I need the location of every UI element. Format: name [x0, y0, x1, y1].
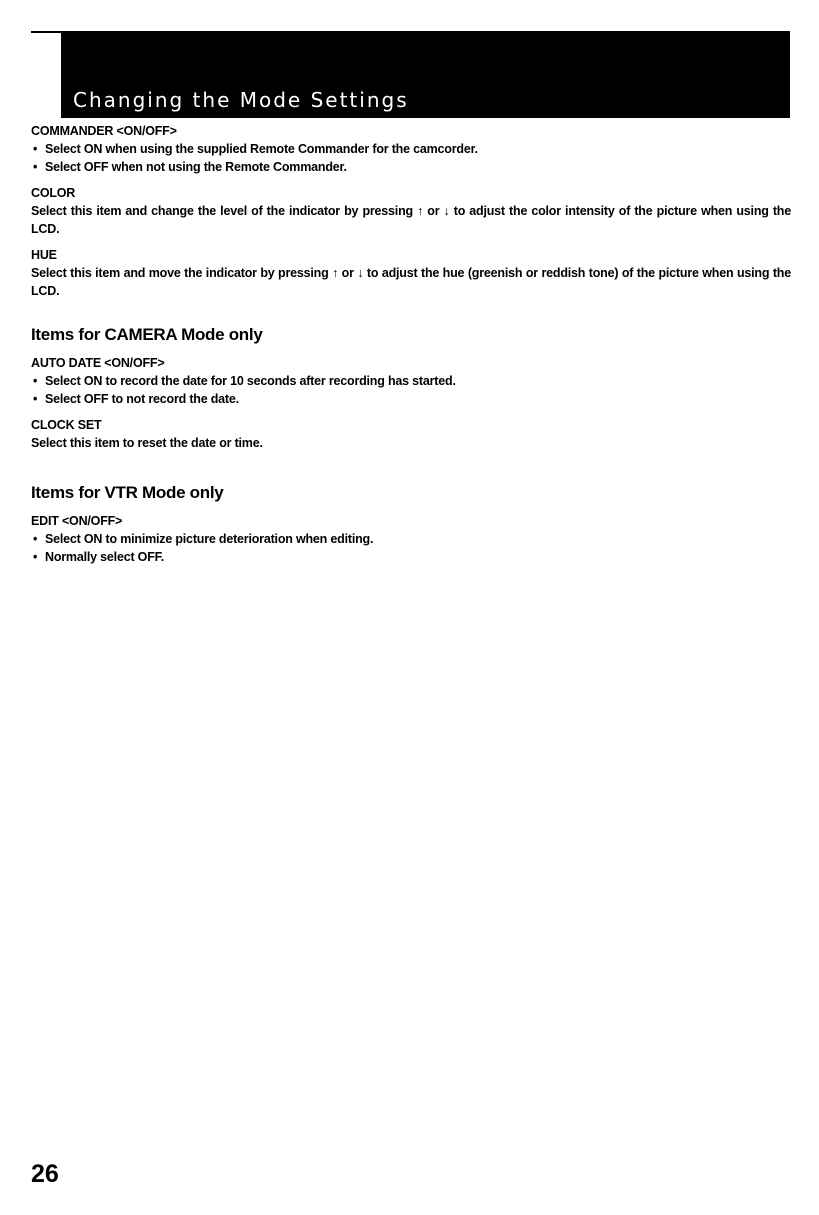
content — [31, 122, 791, 566]
commander-bullet-off: • Select OFF when not using the Remote Commander. — [31, 158, 791, 176]
commander-title: COMMANDER <ON/OFF> — [31, 124, 177, 138]
camera-section-heading: Items for CAMERA Mode only — [31, 325, 263, 344]
header-bar — [61, 31, 790, 118]
edit-title: EDIT <ON/OFF> — [31, 514, 123, 528]
clock-set-description: Select this item to reset the date or time. — [31, 436, 263, 450]
page-title: Changing the Mode Settings — [73, 88, 409, 112]
color-description: Select this item and change the level of the indicator by pressing ↑ or ↓ to adjust the color intensity of the picture when using the LCD. — [31, 204, 791, 236]
auto-date-title: AUTO DATE <ON/OFF> — [31, 356, 165, 370]
edit-bullet-off: • Normally select OFF. — [31, 548, 791, 566]
auto-date-bullet-off: • Select OFF to not record the date. — [31, 390, 791, 408]
vtr-section-heading: Items for VTR Mode only — [31, 483, 224, 502]
commander-bullet-on: • Select ON when using the supplied Remote Commander for the camcorder. — [31, 140, 791, 158]
page-number: 26 — [31, 1160, 59, 1188]
color-title: COLOR — [31, 186, 76, 200]
clock-set-title: CLOCK SET — [31, 418, 102, 432]
hue-title: HUE — [31, 248, 57, 262]
auto-date-bullet-on: • Select ON to record the date for 10 seconds after recording has started. — [31, 372, 791, 390]
top-rule — [31, 31, 61, 33]
hue-description: Select this item and move the indicator by pressing ↑ or ↓ to adjust the hue (greenish or reddish tone) of the picture when using the LCD. — [31, 266, 791, 298]
edit-bullet-on: • Select ON to minimize picture deterioration when editing. — [31, 530, 791, 548]
